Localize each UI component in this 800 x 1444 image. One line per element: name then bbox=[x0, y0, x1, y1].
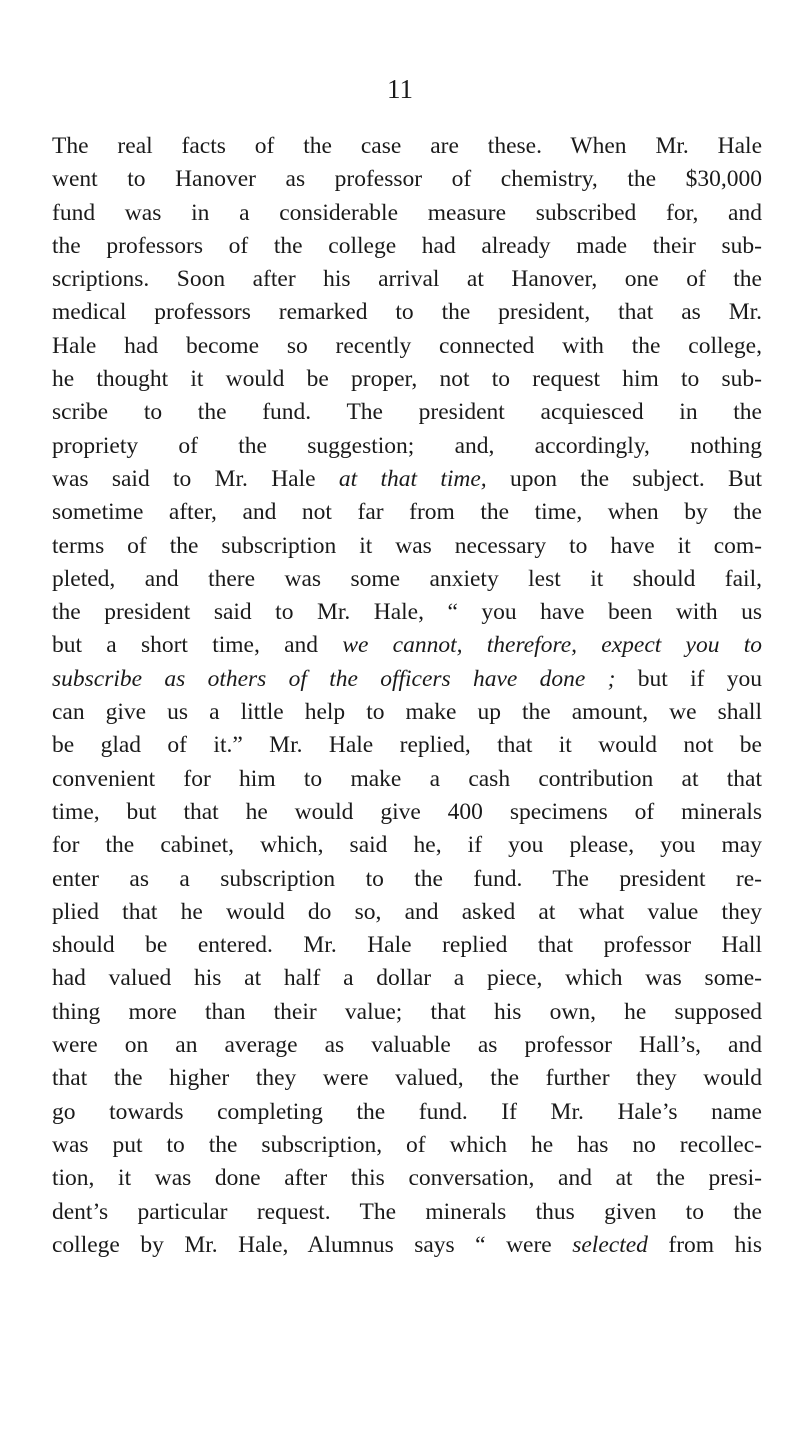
italic-phrase: selected bbox=[572, 1231, 648, 1258]
text-line: dent’s particular request. The minerals thus given to the bbox=[52, 1198, 762, 1225]
text-line: was said to Mr. Hale at that time, upon the subject. But bbox=[52, 465, 763, 492]
text-line: time, but that he would give 400 specimens of minerals bbox=[52, 798, 762, 825]
italic-phrase: at that time, bbox=[338, 465, 487, 492]
text-line: medical professors remarked to the president, that as Mr. bbox=[52, 299, 762, 326]
text-line: The real facts of the case are these. When Mr. Hale bbox=[52, 133, 762, 159]
text-line: went to Hanover as professor of chemistry, the $30,000 bbox=[52, 166, 762, 193]
text-line: terms of the subscription it was necessary to have it com- bbox=[52, 532, 762, 559]
text-line: scriptions. Soon after his arrival at Hanover, one of the bbox=[52, 266, 762, 293]
text-line: tion, it was done after this conversation, and at the presi- bbox=[52, 1165, 762, 1192]
text-line: should be entered. Mr. Hale replied that professor Hall bbox=[52, 932, 762, 959]
text-line: was put to the subscription, of which he has no recollec- bbox=[52, 1131, 762, 1158]
text-line: subscribe as others of the officers have done ; but if you bbox=[52, 665, 762, 692]
text-line: go towards completing the fund. If Mr. Hale’s name bbox=[52, 1098, 762, 1125]
text-line: were on an average as valuable as professor Hall’s, and bbox=[52, 1032, 762, 1059]
text-line: enter as a subscription to the fund. The president re- bbox=[52, 865, 762, 892]
body-text bbox=[52, 130, 762, 1262]
text-line: sometime after, and not far from the time, when by the bbox=[52, 499, 762, 526]
text-line: college by Mr. Hale, Alumnus says “ were selected from his bbox=[52, 1231, 763, 1258]
text-line: thing more than their value; that his own, he supposed bbox=[52, 998, 762, 1025]
text-line: be glad of it.” Mr. Hale replied, that it would not be bbox=[52, 732, 762, 759]
text-line: had valued his at half a dollar a piece, which was some- bbox=[52, 965, 762, 992]
italic-phrase: we cannot, therefore, expect you to bbox=[342, 632, 762, 659]
text-line: Hale had become so recently connected with the college, bbox=[52, 332, 762, 359]
text-line: pleted, and there was some anxiety lest it should fail, bbox=[52, 565, 762, 592]
text-line: fund was in a considerable measure subscribed for, and bbox=[52, 199, 762, 226]
text-line: he thought it would be proper, not to request him to sub- bbox=[52, 366, 762, 393]
text-line: convenient for him to make a cash contribution at that bbox=[52, 765, 762, 792]
text-line: the president said to Mr. Hale, “ you have been with us bbox=[52, 599, 762, 626]
text-line: scribe to the fund. The president acquiesced in the bbox=[52, 399, 762, 426]
text-line: can give us a little help to make up the amount, we shall bbox=[52, 699, 762, 726]
text-line: that the higher they were valued, the further they would bbox=[52, 1065, 762, 1092]
text-line: plied that he would do so, and asked at what value they bbox=[52, 898, 762, 925]
text-line: for the cabinet, which, said he, if you please, you may bbox=[52, 832, 762, 859]
text-line: the professors of the college had already made their sub- bbox=[52, 232, 762, 259]
page-number: 11 bbox=[387, 74, 413, 104]
text-line: but a short time, and we cannot, therefore, expect you to bbox=[52, 632, 762, 659]
text-line: propriety of the suggestion; and, accordingly, nothing bbox=[52, 432, 762, 459]
italic-phrase: subscribe as others of the officers have done ; bbox=[52, 665, 616, 692]
